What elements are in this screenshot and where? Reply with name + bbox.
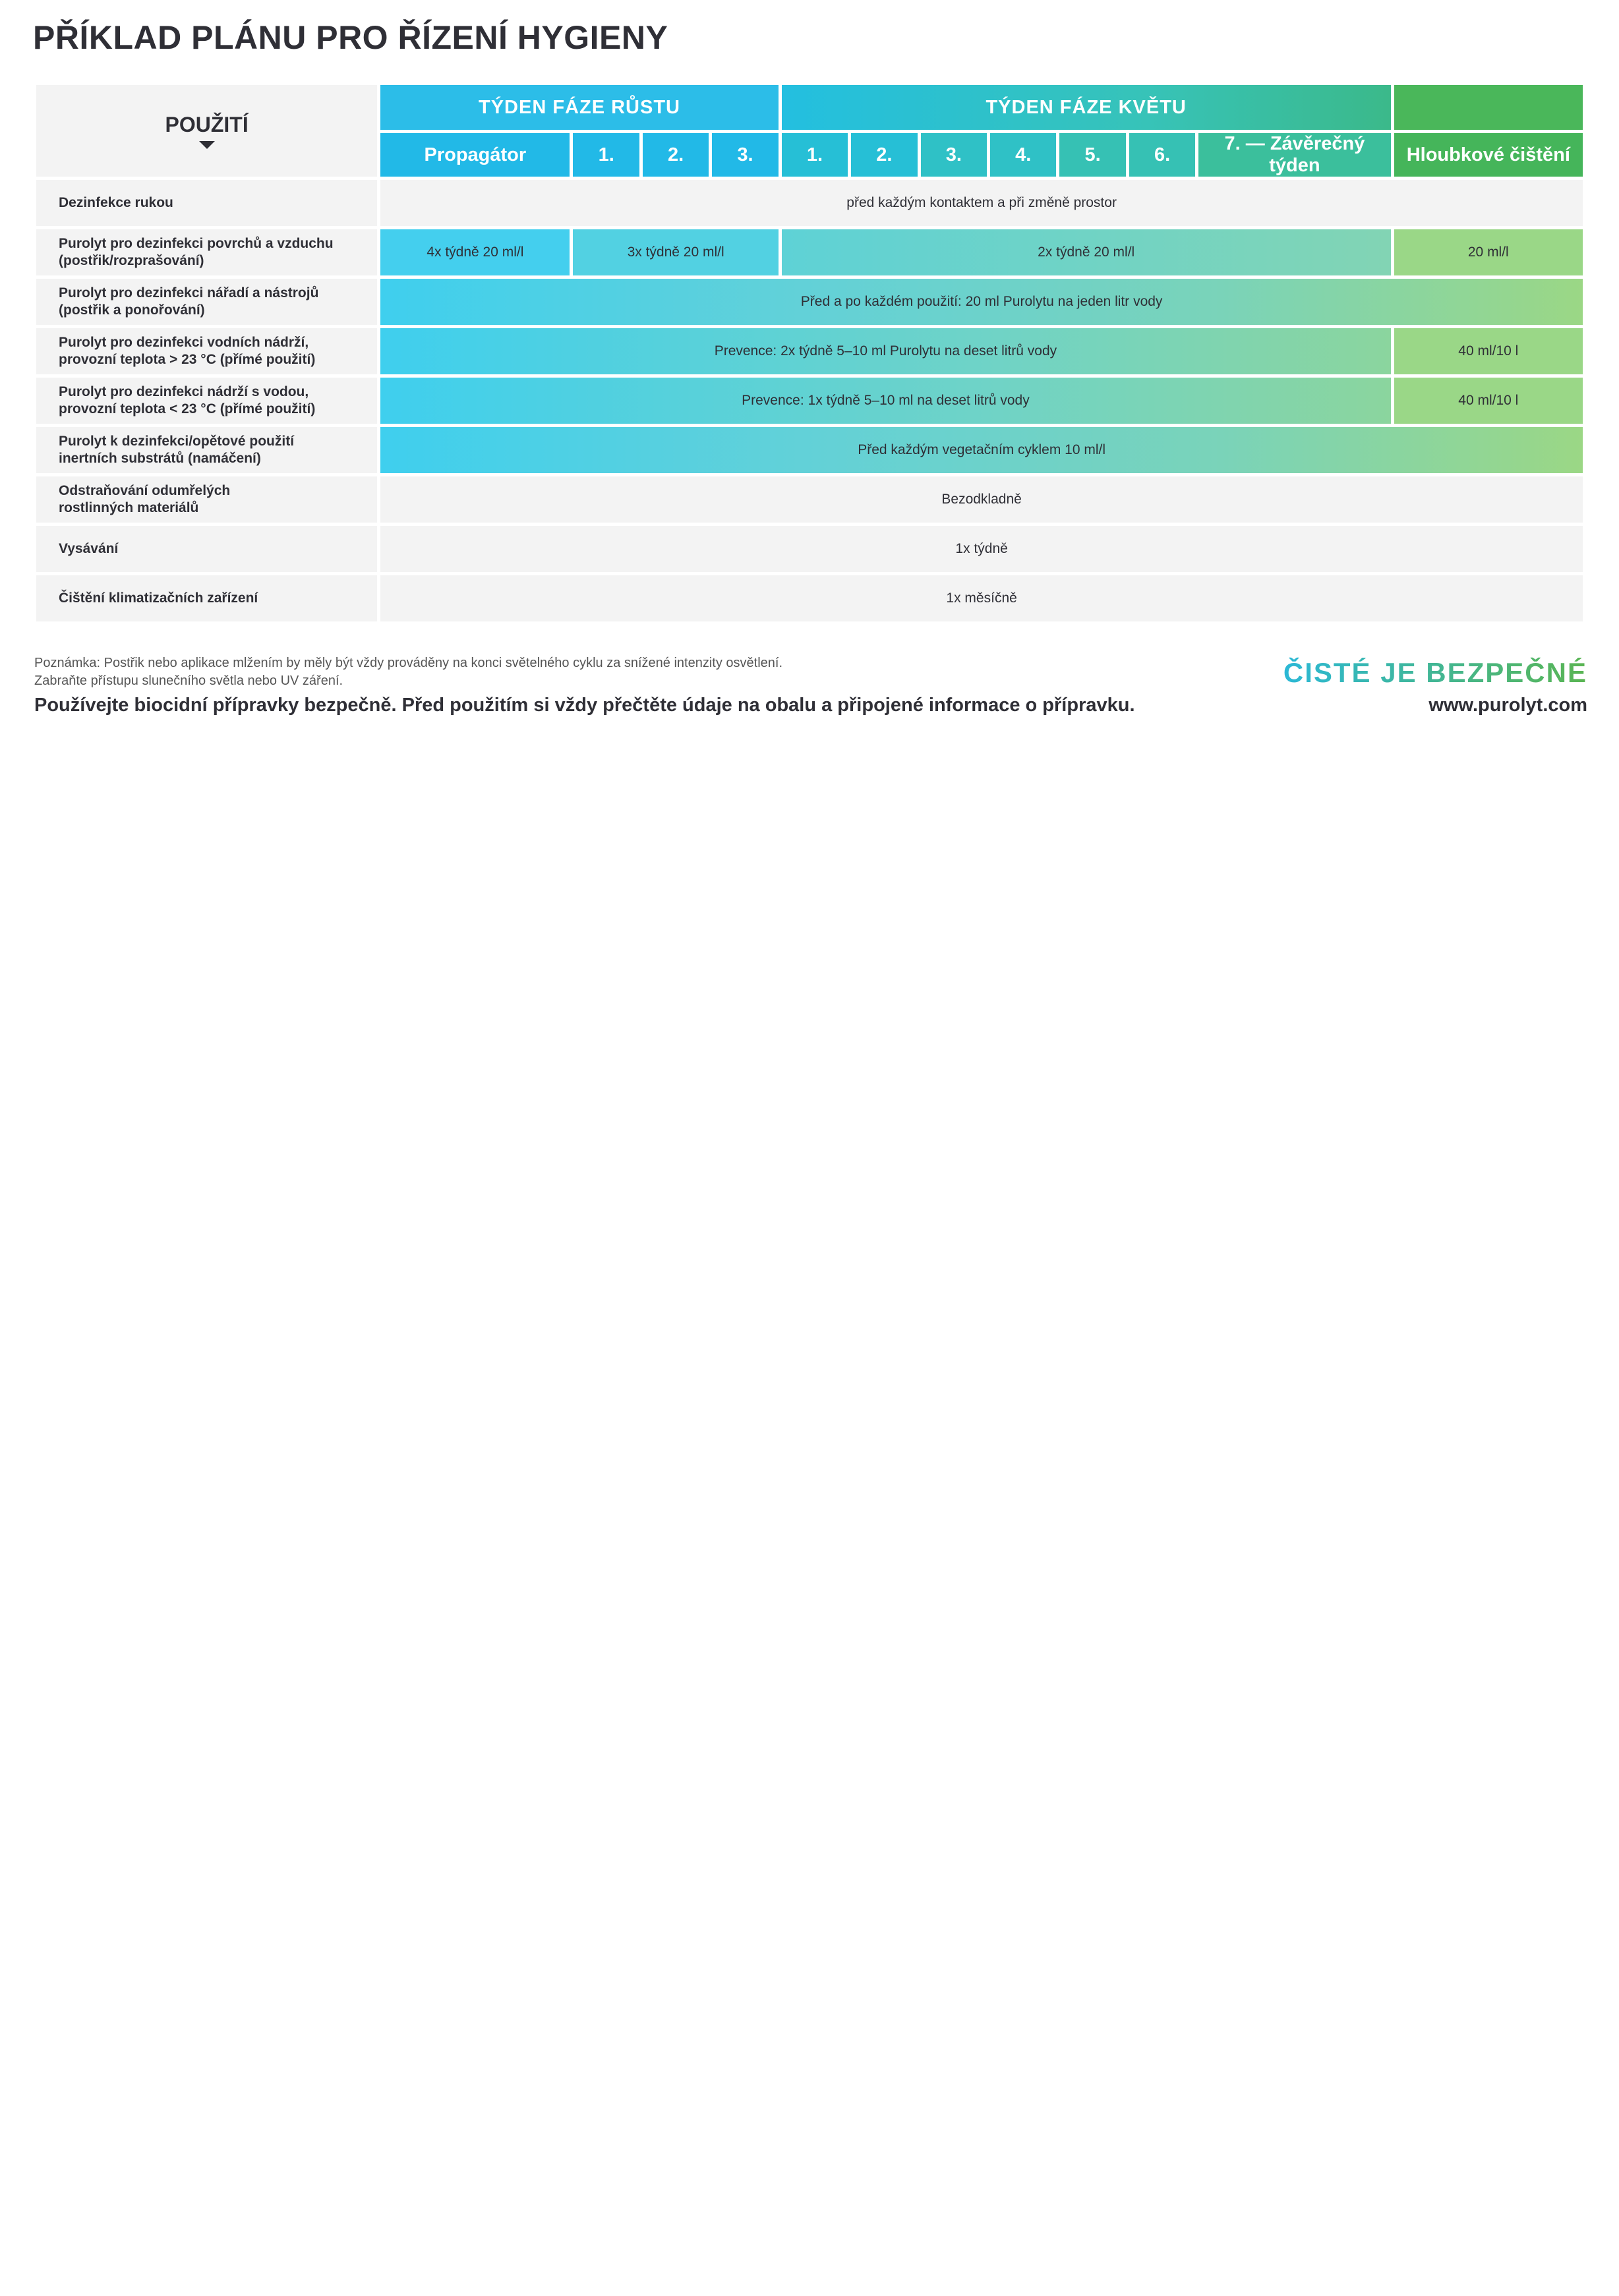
table-cell: Před každým vegetačním cyklem 10 ml/l bbox=[380, 427, 1583, 473]
table-row bbox=[36, 526, 1583, 572]
row-label: Purolyt pro dezinfekci povrchů a vzduchu (postřik/rozprašování) bbox=[36, 229, 377, 275]
week-bloom-7-final: 7. — Závěrečný týden bbox=[1198, 133, 1390, 177]
row-label: Čištění klimatizačních zařízení bbox=[36, 575, 377, 621]
footnote bbox=[34, 654, 782, 690]
week-bloom-3: 3. bbox=[921, 133, 987, 177]
week-bloom-5: 5. bbox=[1059, 133, 1125, 177]
usage-header-label: POUŽITÍ bbox=[165, 113, 249, 136]
row-label: Purolyt pro dezinfekci vodních nádrží, provozní teplota > 23 °C (přímé použití) bbox=[36, 328, 377, 374]
week-bloom-2: 2. bbox=[851, 133, 917, 177]
row-label: Vysávání bbox=[36, 526, 377, 572]
footnote-line-2: Zabraňte přístupu slunečního světla nebo UV záření. bbox=[34, 674, 343, 688]
footnote-line-1: Poznámka: Postřik nebo aplikace mlžením by měly být vždy prováděny na konci světelného cyklu za snížené intenzity osvětlení. bbox=[34, 656, 783, 670]
table-cell: Před a po každém použití: 20 ml Purolytu na jeden litr vody bbox=[380, 279, 1583, 325]
table-row bbox=[36, 279, 1583, 325]
phase-deep-header bbox=[1394, 85, 1583, 130]
table-cell: 40 ml/10 l bbox=[1394, 378, 1583, 424]
row-label: Purolyt pro dezinfekci nářadí a nástrojů (postřik a ponořování) bbox=[36, 279, 377, 325]
table-row bbox=[36, 328, 1583, 374]
table-row bbox=[36, 575, 1583, 621]
hygiene-plan-table bbox=[33, 82, 1586, 625]
table-row bbox=[36, 229, 1583, 275]
table-cell: Prevence: 2x týdně 5–10 ml Purolytu na deset litrů vody bbox=[380, 328, 1390, 374]
table-cell: 2x týdně 20 ml/l bbox=[782, 229, 1391, 275]
week-grow-1: 1. bbox=[573, 133, 639, 177]
usage-header bbox=[36, 85, 377, 177]
table-cell: 40 ml/10 l bbox=[1394, 328, 1583, 374]
week-grow-2: 2. bbox=[643, 133, 709, 177]
table-row bbox=[36, 427, 1583, 473]
table-cell: před každým kontaktem a při změně prostor bbox=[380, 180, 1583, 226]
deep-clean-header: Hloubkové čištění bbox=[1394, 133, 1583, 177]
table-cell: 1x měsíčně bbox=[380, 575, 1583, 621]
table-cell: 4x týdně 20 ml/l bbox=[380, 229, 570, 275]
table-row bbox=[36, 476, 1583, 523]
brand-slogan: ČISTÉ JE BEZPEČNÉ bbox=[1283, 657, 1587, 688]
website-link[interactable]: www.purolyt.com bbox=[1428, 695, 1587, 716]
table-cell: Bezodkladně bbox=[380, 476, 1583, 523]
phase-grow-header: TÝDEN FÁZE RŮSTU bbox=[380, 85, 779, 130]
row-label: Odstraňování odumřelých rostlinných materiálů bbox=[36, 476, 377, 523]
row-label: Purolyt pro dezinfekci nádrží s vodou, provozní teplota < 23 °C (přímé použití) bbox=[36, 378, 377, 424]
table-cell: 20 ml/l bbox=[1394, 229, 1583, 275]
table-row bbox=[36, 378, 1583, 424]
row-label: Dezinfekce rukou bbox=[36, 180, 377, 226]
table-cell: Prevence: 1x týdně 5–10 ml na deset litrů vody bbox=[380, 378, 1390, 424]
table-row bbox=[36, 180, 1583, 226]
phase-bloom-header: TÝDEN FÁZE KVĚTU bbox=[782, 85, 1391, 130]
week-bloom-1: 1. bbox=[782, 133, 848, 177]
week-bloom-6: 6. bbox=[1129, 133, 1195, 177]
week-bloom-4: 4. bbox=[990, 133, 1056, 177]
table-cell: 3x týdně 20 ml/l bbox=[573, 229, 778, 275]
row-label: Purolyt k dezinfekci/opětové použití inertních substrátů (namáčení) bbox=[36, 427, 377, 473]
caret-down-icon bbox=[199, 141, 215, 149]
table-cell: 1x týdně bbox=[380, 526, 1583, 572]
safety-warning: Používejte biocidní přípravky bezpečně. Před použitím si vždy přečtěte údaje na obalu a připojené informace o přípravku. bbox=[34, 695, 1135, 716]
week-grow-propagator: Propagátor bbox=[380, 133, 570, 177]
week-grow-3: 3. bbox=[712, 133, 778, 177]
page-title: PŘÍKLAD PLÁNU PRO ŘÍZENÍ HYGIENY bbox=[33, 19, 668, 56]
